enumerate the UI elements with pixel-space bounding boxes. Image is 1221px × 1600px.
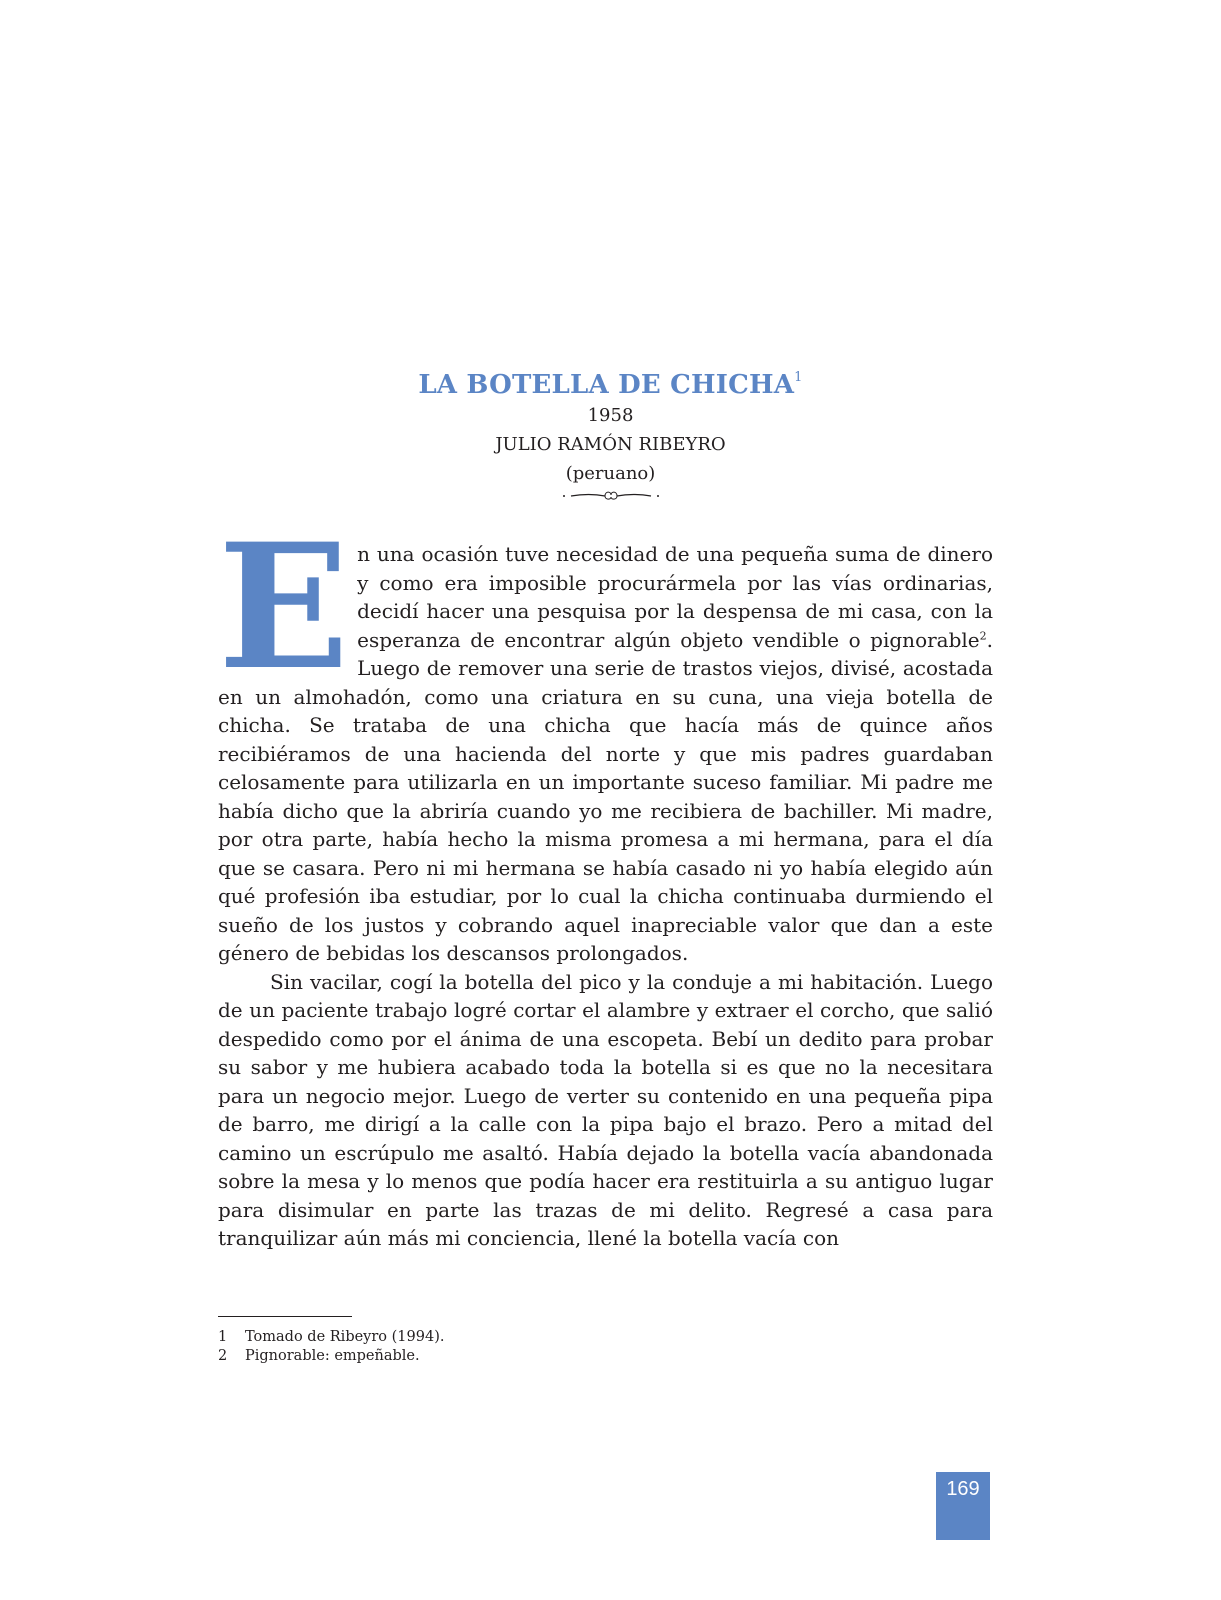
paragraph-1-text-b: . Luego de remover una serie de trastos viejos, divisé, acostada en un almohadón, como una criatura en su cuna, una vieja botella de chicha. Se trataba de una chicha que hacía más de quince años recibiéramos de una hacienda del norte y que mis padres guardaban celosamente para utilizarla en un importante suceso familiar. Mi padre me había dicho que la abriría cuando yo me recibiera de bachiller. Mi madre, por otra parte, había hecho la misma promesa a mi hermana, para el día que se casara. Pero ni mi hermana se había casado ni yo había elegido aún qué profesión iba estudiar, por lo cual la chicha continuaba durmiendo el sueño de los justos y cobrando aquel inapreciable valor que dan a este género de bebidas los descansos prolongados. [218, 627, 993, 965]
publication-year: 1958 [587, 405, 634, 426]
story-text [218, 505, 993, 1253]
page-number-badge [936, 1472, 990, 1540]
footnote-number: 1 [218, 1329, 228, 1345]
footnotes [218, 1328, 818, 1366]
paragraph-1 [218, 505, 993, 968]
ornament-divider-icon [561, 490, 661, 502]
story-title-text: LA BOTELLA DE CHICHA [418, 370, 795, 400]
footnote-text: Pignorable: empeñable. [245, 1348, 420, 1364]
author-name: JULIO RAMÓN RIBEYRO [495, 434, 726, 455]
footnote-item [218, 1328, 818, 1347]
paragraph-1-text-a: n una ocasión tuve necesidad de una pequeña suma de dinero y como era imposible procurármela por las vías ordinarias, decidí hacer una pesquisa por la despensa de mi casa, con la esperanza de encontrar algún objeto vendible o pignorable [357, 542, 993, 652]
footnote-ref-2: 2 [979, 628, 987, 642]
footnote-text: Tomado de Ribeyro (1994). [245, 1329, 445, 1345]
paragraph-2: Sin vacilar, cogí la botella del pico y la conduje a mi habitación. Luego de un paciente trabajo logré cortar el alambre y extraer el corcho, que salió despedido como por el ánima de una escopeta. Bebí un dedito para probar su sabor y me hubiera acabado toda la botella si es que no la necesitara para un negocio mejor. Luego de verter su contenido en una pequeña pipa de barro, me dirigí a la calle con la pipa bajo el brazo. Pero a mitad del camino un escrúpulo me asaltó. Había dejado la botella vacía abandonada sobre la mesa y lo menos que podía hacer era restituirla a su antiguo lugar para disimular en parte las trazas de mi delito. Regresé a casa para tranquilizar aún más mi conciencia, llené la botella vacía con [218, 969, 993, 1250]
page-number: 169 [946, 1478, 980, 1500]
drop-cap: E [218, 505, 350, 708]
footnote-divider [218, 1316, 352, 1317]
title-block [0, 362, 1221, 502]
story-title [0, 362, 1221, 401]
title-footnote-ref: 1 [794, 370, 803, 385]
footnote-number: 2 [218, 1348, 228, 1364]
author-nationality: (peruano) [565, 463, 656, 484]
footnote-item [218, 1347, 818, 1366]
